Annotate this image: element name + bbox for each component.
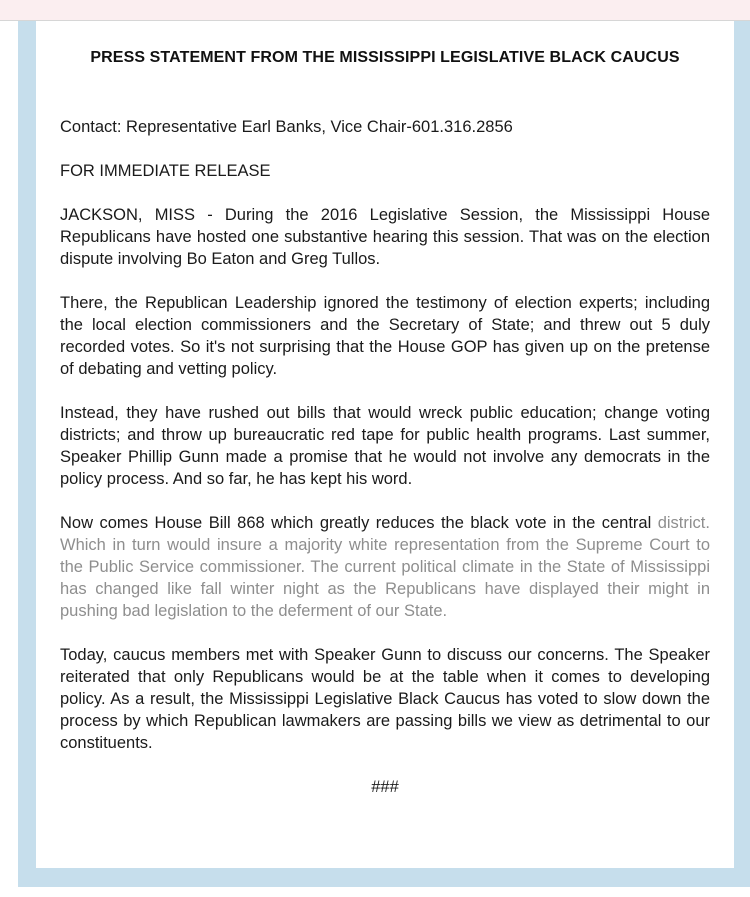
contact-line: Contact: Representative Earl Banks, Vice Chair-601.316.2856 (60, 118, 513, 136)
paragraph-house-bill-868 (60, 512, 710, 622)
paragraph-bills: Instead, they have rushed out bills that would wreck public education; change voting districts; and throw up bureaucratic red tape for public health programs. Last summer, Speaker Phillip Gunn made a promise that he would not involve any democrats in the policy process. And so far, he has kept his word. (60, 404, 710, 488)
document-body (60, 116, 710, 820)
paragraph-caucus-meeting: Today, caucus members met with Speaker Gunn to discuss our concerns. The Speaker reiterated that only Republicans would be at the table when it comes to developing policy. As a result, the Mississippi Legislative Black Caucus has voted to slow down the process by which Republican lawmakers are passing bills we view as detrimental to our constituents. (60, 646, 710, 752)
bottom-strip (0, 887, 750, 897)
top-strip (0, 0, 750, 21)
paragraph-house-bill-868-lead: Now comes House Bill 868 which greatly reduces the black vote in the central (60, 514, 652, 532)
document-heading: PRESS STATEMENT FROM THE MISSISSIPPI LEGISLATIVE BLACK CAUCUS (90, 49, 680, 66)
paragraph-session: JACKSON, MISS - During the 2016 Legislative Session, the Mississippi House Republicans have hosted one substantive hearing this session. That was on the election dispute involving Bo Eaton and Greg Tullos. (60, 206, 710, 268)
end-mark: ### (371, 778, 399, 796)
paragraph-house-bill-868-rest: district. Which in turn would insure a majority white representation from the Supreme Court to the Public Service commissioner. The current political climate in the State of Mississippi has changed like fall winter night as the Republicans have displayed their might in pushing bad legislation to the deferment of our State. (60, 514, 710, 620)
document-page (36, 21, 734, 868)
release-line: FOR IMMEDIATE RELEASE (60, 162, 271, 180)
paragraph-election-dispute: There, the Republican Leadership ignored the testimony of election experts; including the local election commissioners and the Secretary of State; and threw out 5 duly recorded votes. So it's not surprising that the House GOP has given up on the pretense of debating and vetting policy. (60, 294, 710, 378)
